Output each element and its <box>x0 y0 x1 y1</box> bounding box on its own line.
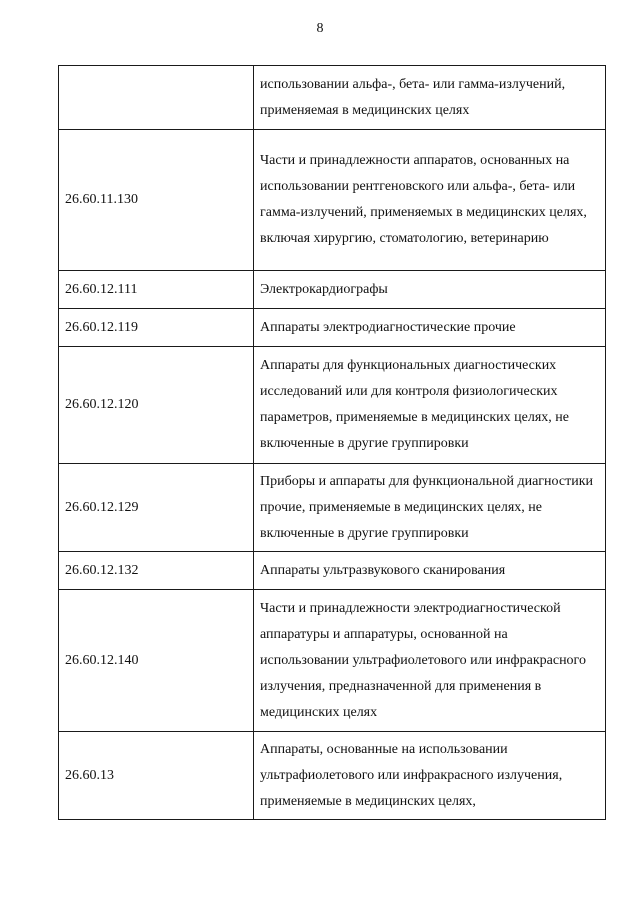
classification-table <box>58 65 606 820</box>
description-cell <box>254 130 606 271</box>
table-row <box>59 271 606 309</box>
code-cell: 26.60.12.119 <box>59 309 254 347</box>
page-number: 8 <box>316 21 324 36</box>
description-text: Аппараты для функциональных диагностических исследований или для контроля физиологических параметров, применяемые в медицинских целях, не включенные в другие группировки <box>260 358 570 451</box>
table-row <box>59 464 606 552</box>
code-cell: 26.60.11.130 <box>59 130 254 271</box>
description-cell <box>254 732 606 820</box>
description-cell <box>254 590 606 732</box>
code-cell: 26.60.12.120 <box>59 347 254 464</box>
description-text: Аппараты ультразвукового сканирования <box>260 562 506 578</box>
table-row <box>59 130 606 271</box>
description-text: Приборы и аппараты для функциональной диагностики прочие, применяемые в медицинских целях, не включенные в другие группировки <box>260 473 593 541</box>
description-cell <box>254 464 606 552</box>
code-cell: 26.60.12.140 <box>59 590 254 732</box>
table-row <box>59 66 606 130</box>
description-text: Электрокардиографы <box>260 281 388 297</box>
description-cell <box>254 66 606 130</box>
table-row <box>59 309 606 347</box>
description-text: Аппараты, основанные на использовании ультрафиолетового или инфракрасного излучения, применяемые в медицинских целях, <box>260 741 563 809</box>
description-text: Части и принадлежности электродиагностической аппаратуры и аппаратуры, основанной на использовании ультрафиолетового или инфракрасного излучения, предназначенной для применения в медицинских целях <box>260 600 586 720</box>
table-row <box>59 590 606 732</box>
table-row <box>59 347 606 464</box>
table-row <box>59 732 606 820</box>
description-cell <box>254 271 606 309</box>
code-cell: 26.60.12.132 <box>59 552 254 590</box>
description-cell <box>254 309 606 347</box>
table-row <box>59 552 606 590</box>
description-cell <box>254 347 606 464</box>
code-cell <box>59 66 254 130</box>
description-text: Части и принадлежности аппаратов, основанных на использовании рентгеновского или альфа-, бета- или гамма-излучений, применяемых в медицинских целях, включая хирургию, стоматологию, ветеринарию <box>260 153 587 246</box>
code-cell: 26.60.13 <box>59 732 254 820</box>
code-cell: 26.60.12.129 <box>59 464 254 552</box>
description-text: Аппараты электродиагностические прочие <box>260 319 516 335</box>
code-cell: 26.60.12.111 <box>59 271 254 309</box>
description-text: использовании альфа-, бета- или гамма-излучений, применяемая в медицинских целях <box>260 76 566 118</box>
description-cell <box>254 552 606 590</box>
